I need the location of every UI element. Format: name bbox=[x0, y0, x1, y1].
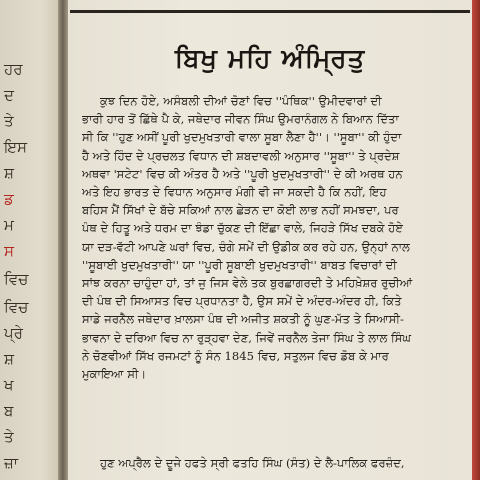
text-line: ਨੇ ਚੋਣਵੀਆਂ ਸਿੱਖ ਰਜਮਟਾਂ ਨੂੰ ਸੰਨ 1845 ਵਿਚ, ਸਤੁਲਜ ਵਿਚ ਡੋਬ ਕੇ ਮਾਰ bbox=[82, 348, 389, 363]
text-line: ਅਤੇ ਇਹ ਭਾਰਤ ਦੇ ਵਿਧਾਨ ਅਨੁਸਾਰ ਮੰਗੀ ਵੀ ਜਾ ਸਕਦੀ ਹੈ ਕਿ ਨਹੀਂ, ਇਹ bbox=[82, 185, 387, 200]
text-line: ''ਸੂਬਾਈ ਖੁਦਮੁਖਤਾਰੀ'' ਯਾ ''ਪੂਰੀ ਸੂਬਾਈ ਖੁਦਮੁਖਤਾਰੀ'' ਬਾਬਤ ਵਿਚਾਰਾਂ ਦੀ bbox=[82, 257, 397, 272]
text-line: ਹੁਣ ਅਪ੍ਰੈਲ ਦੇ ਦੂਜੇ ਹਫਤੇ ਸ੍ਰੀ ਫਤਹਿ ਸਿੰਘ (ਸੰਤ) ਦੇ ਲੈ-ਪਾਲਿਕ ਫਰਜ਼ੰਦ, bbox=[100, 456, 405, 470]
left-page-line: ਬ bbox=[4, 402, 14, 420]
left-page-line: ਮ bbox=[4, 216, 14, 234]
left-page-line: ਖ bbox=[4, 376, 14, 394]
left-page-line: ਇਸ bbox=[4, 138, 28, 156]
paragraph-1 bbox=[82, 92, 468, 383]
left-page-line: ਤੇ bbox=[4, 112, 14, 130]
text-line: ਪੰਥ ਦੇ ਹਿਤੂ ਅਤੇ ਧਰਮ ਦਾ ਝੰਡਾ ਚੁੱਕਣ ਦੀ ਇੱਛਾ ਵਾਲੇ, ਜਿਹੜੇ ਸਿੱਖ ਦਬਕੇ ਹੋਏ bbox=[82, 221, 403, 236]
left-page bbox=[0, 0, 60, 480]
left-page-line: ਵਿਚ bbox=[4, 298, 29, 316]
paragraph-2 bbox=[82, 454, 468, 472]
text-line: ਭਾਰੀ ਹਾਰ ਤੋਂ ਛਿੱਥੇ ਪੈ ਕੇ, ਜਥੇਦਾਰ ਜੀਵਨ ਸਿੰਘ ਉਮਰਾਨੰਗਲ ਨੇ ਬਿਆਨ ਦਿੱਤਾ bbox=[82, 112, 399, 127]
left-page-line: ਜ਼ਾ bbox=[4, 454, 19, 472]
text-line: ਸਾਡੇ ਜਰਨੈਲ ਜਥੇਦਾਰ ਖ਼ਾਲਸਾ ਪੰਥ ਦੀ ਅਜੀਤ ਸ਼ਕਤੀ ਨੂੰ ਘੁਣ-ਮੱਤ ਤੇ ਸਿਆਸੀ- bbox=[82, 312, 404, 327]
left-page-line: ਹਰ bbox=[4, 60, 23, 78]
text-line: ਦੀ ਪੰਥ ਦੀ ਸਿਆਸਤ ਵਿਚ ਪ੍ਰਧਾਨਤਾ ਹੈ, ਉਸ ਸਮੇਂ ਦੇ ਅੰਦਰ-ਅੰਦਰ ਹੀ, ਕਿਤੇ bbox=[82, 294, 402, 309]
right-page bbox=[68, 0, 472, 480]
text-line: ਸੀ ਕਿ ''ਹੁਣ ਅਸੀਂ ਪੂਰੀ ਖੁਦਮੁਖਤਾਰੀ ਵਾਲਾ ਸੂਬਾ ਲੈਣਾ ਹੈ''। ''ਸੂਬਾ'' ਕੀ ਹੁੰਦਾ bbox=[82, 130, 402, 145]
left-page-line: ਪ੍ਰੇ bbox=[4, 324, 23, 342]
left-page-line: ਵਿਚ bbox=[4, 270, 29, 288]
left-page-line: ਡ bbox=[4, 190, 14, 208]
text-line: ਬਹਿਸ ਮੈਂ ਸਿੱਖਾਂ ਦੇ ਬੱਚੇ ਸਕਿਆਂ ਨਾਲ ਛੇੜਨ ਦਾ ਕੋਈ ਲਾਭ ਨਹੀਂ ਸਮਝਦਾ, ਪਰ bbox=[82, 203, 399, 218]
header-rule bbox=[70, 10, 470, 13]
left-page-line: ਸ਼ bbox=[4, 350, 14, 368]
book-cover-edge bbox=[472, 0, 480, 480]
text-line: ਹੈ ਅਤੇ ਹਿੰਦ ਦੇ ਪ੍ਰਚਲਤ ਵਿਧਾਨ ਦੀ ਸ਼ਬਦਾਵਲੀ ਅਨੁਸਾਰ ''ਸੂਬਾ'' ਤੇ ਪ੍ਰਦੇਸ਼ bbox=[82, 148, 400, 163]
text-line: ਅਥਵਾ 'ਸਟੇਟ' ਵਿਚ ਕੀ ਅੰਤਰ ਹੈ ਅਤੇ ''ਪੂਰੀ ਖੁਦਮੁਖਤਾਰੀ'' ਦੇ ਕੀ ਅਰਥ ਹਨ bbox=[82, 166, 403, 181]
text-line: ਸਾਂਝ ਕਰਨਾ ਚਾਹੁੰਦਾ ਹਾਂ, ਤਾਂ ਜੁ ਜਿਸ ਵੇਲੇ ਤਕ ਬੁਰਛਾਗਰਦੀ ਤੇ ਮਹਿਖ਼ੇਸ਼ਰ ਰੁਚੀਆਂ bbox=[82, 276, 413, 291]
chapter-title: ਬਿਖੁ ਮਹਿ ਅੰਮ੍ਰਿਤੁ bbox=[174, 44, 366, 74]
text-line: ਯਾ ਦੜ-ਵੱਟੀ ਆਪਣੇ ਘਰਾਂ ਵਿਚ, ਚੰਗੇ ਸਮੇਂ ਦੀ ਉਡੀਕ ਕਰ ਰਹੇ ਹਨ, ਉਨ੍ਹਾਂ ਨਾਲ bbox=[82, 239, 410, 254]
left-page-line: ਸ਼ bbox=[4, 164, 14, 182]
left-page-line: ਤੇ bbox=[4, 428, 14, 446]
left-page-line: ਸ bbox=[4, 242, 14, 260]
text-line: ਭਾਵਨਾ ਦੇ ਦਰਿਆ ਵਿਚ ਨਾ ਰੁੜ੍ਹਵਾ ਦੇਣ, ਜਿਵੇਂ ਜਰਨੈਲ ਤੇਜਾ ਸਿੰਘ ਤੇ ਲਾਲ ਸਿੰਘ bbox=[82, 330, 412, 345]
text-line: ਮੁਕਾਇਆ ਸੀ। bbox=[82, 367, 147, 382]
text-line: ਕੁਝ ਦਿਨ ਹੋਏ, ਅਸੰਬਲੀ ਦੀਆਂ ਚੋਣਾਂ ਵਿਚ ''ਪੰਥਿਕ'' ਉਮੀਦਵਾਰਾਂ ਦੀ bbox=[100, 94, 382, 108]
left-page-line: ਦ bbox=[4, 86, 14, 104]
